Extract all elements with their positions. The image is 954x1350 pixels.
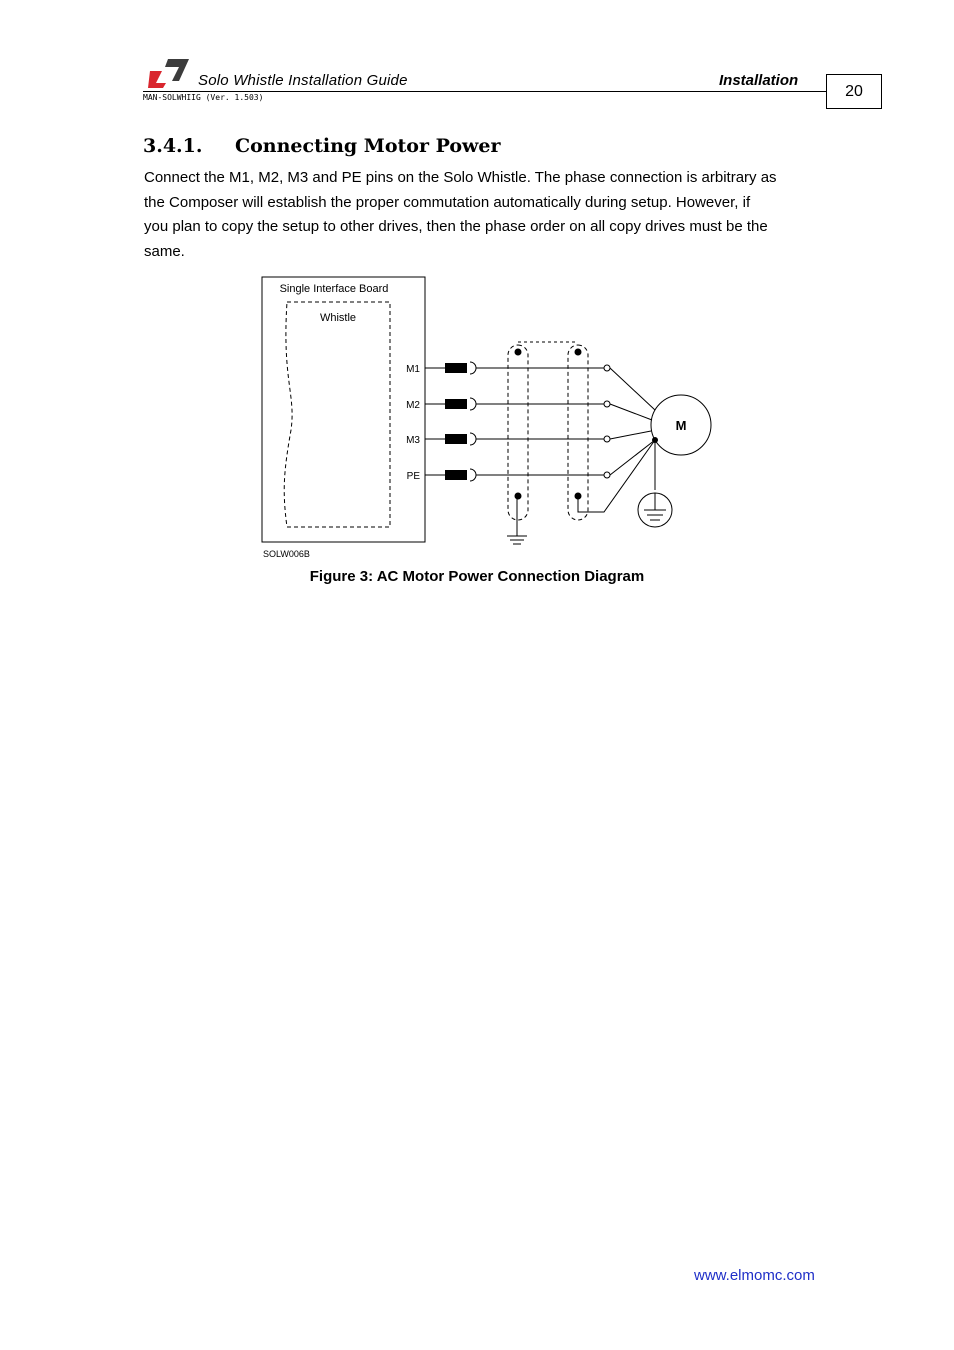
figure-caption: Figure 3: AC Motor Power Connection Diagram: [309, 568, 645, 585]
paragraph-line: Connect the M1, M2, M3 and PE pins on the Solo Whistle. The phase connection is arbitrary as: [144, 169, 777, 186]
wire-m1: [425, 362, 610, 374]
footer-website-link[interactable]: www.elmomc.com: [694, 1267, 815, 1284]
elmo-logo-icon: [148, 57, 190, 89]
section-number: 3.4.1.: [143, 135, 203, 157]
pin-label-pe: PE: [406, 471, 420, 482]
body-paragraph: [144, 166, 834, 264]
whistle-drive-label: Whistle: [319, 312, 357, 324]
page-number: 20: [826, 74, 882, 109]
section-heading: [143, 135, 500, 157]
document-title: Solo Whistle Installation Guide: [198, 72, 408, 89]
header-divider: [143, 91, 826, 92]
wire-m2: [425, 398, 610, 410]
drawing-code: SOLW006B: [263, 549, 310, 559]
pin-label-m1: M1: [406, 364, 420, 375]
document-code: MAN-SOLWHIIG (Ver. 1.503): [143, 93, 264, 102]
pin-label-m2: M2: [406, 400, 420, 411]
section-title: Connecting Motor Power: [235, 135, 501, 157]
pin-label-m3: M3: [406, 435, 420, 446]
ground-icon: [507, 496, 527, 544]
motor-label: M: [675, 418, 687, 433]
whistle-drive-outline: [284, 302, 390, 527]
interface-board-label: Single Interface Board: [279, 283, 389, 295]
paragraph-line: the Composer will establish the proper commutation automatically during setup. However, if: [144, 193, 751, 211]
wire-pe: [425, 469, 610, 481]
header-section-name: Installation: [719, 72, 799, 89]
protective-earth-icon: [638, 440, 672, 527]
motor-power-connection-diagram: [250, 270, 730, 565]
paragraph-line: you plan to copy the setup to other drives, then the phase order on all copy drives must be the: [144, 218, 768, 236]
wire-m3: [425, 433, 610, 445]
paragraph-line: same.: [144, 242, 185, 260]
